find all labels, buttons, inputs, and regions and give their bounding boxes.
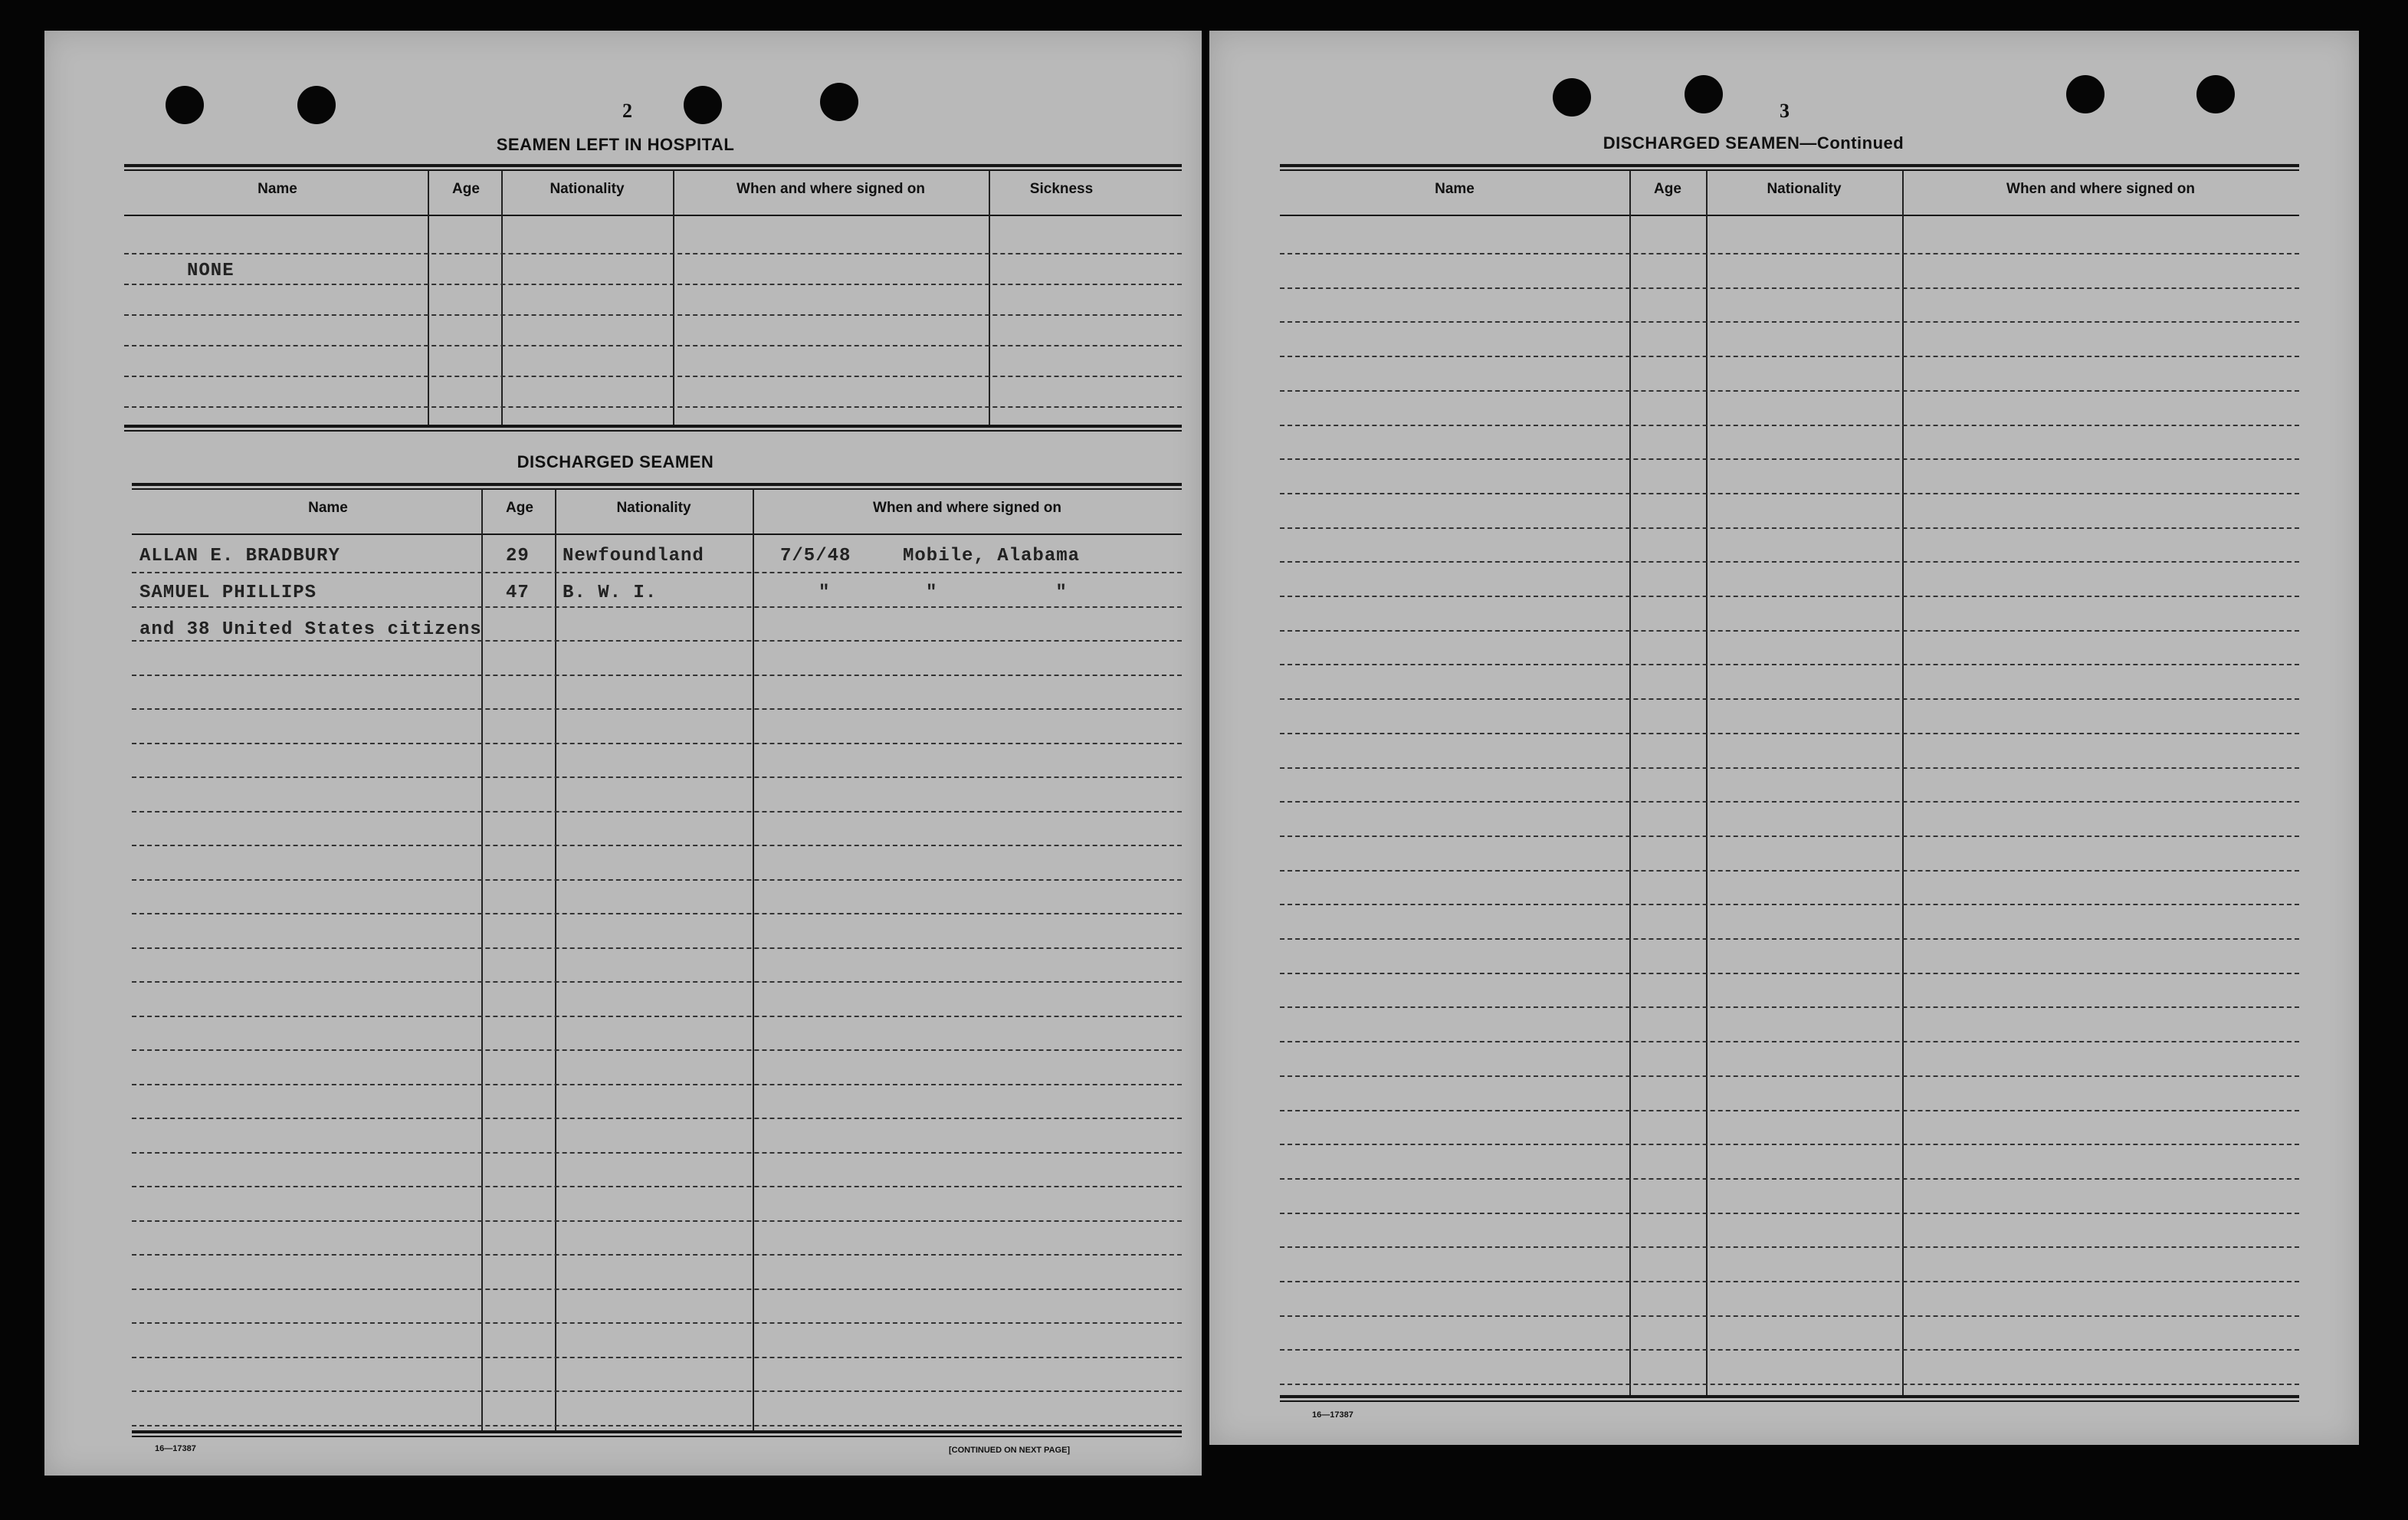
row-line xyxy=(132,640,1182,642)
discharged-section-title: DISCHARGED SEAMEN xyxy=(517,452,714,471)
seaman-name: ALLAN E. BRADBURY xyxy=(139,546,340,566)
row-line xyxy=(132,981,1182,983)
row-line xyxy=(1280,664,2299,665)
col-header-name: Name xyxy=(308,500,348,516)
header-rule xyxy=(1280,215,2299,216)
col-header-signed-on: When and where signed on xyxy=(873,500,1061,516)
row-line xyxy=(132,1322,1182,1324)
row-line xyxy=(132,811,1182,813)
row-line xyxy=(124,314,1182,316)
discharged-continued-title: DISCHARGED SEAMEN—Continued xyxy=(1603,133,1904,153)
row-line xyxy=(1280,1075,2299,1077)
row-line xyxy=(132,1049,1182,1051)
row-line xyxy=(1280,698,2299,700)
row-line xyxy=(132,1084,1182,1085)
row-line xyxy=(132,845,1182,846)
table-top-rule xyxy=(132,488,1182,490)
col-header-age: Age xyxy=(1654,181,1681,197)
row-line xyxy=(1280,458,2299,460)
header-rule xyxy=(132,533,1182,535)
table-bottom-rule xyxy=(1280,1400,2299,1402)
row-line xyxy=(132,947,1182,949)
hospital-entry-none: NONE xyxy=(187,261,235,281)
row-line xyxy=(124,376,1182,377)
row-line xyxy=(1280,1246,2299,1248)
table-top-rule xyxy=(124,169,1182,171)
row-line xyxy=(1280,1281,2299,1282)
row-line xyxy=(1280,561,2299,563)
table-top-rule xyxy=(1280,164,2299,167)
row-line xyxy=(1280,321,2299,323)
column-divider xyxy=(428,170,429,425)
row-line xyxy=(1280,1213,2299,1214)
row-line xyxy=(1280,870,2299,872)
row-line xyxy=(1280,493,2299,494)
row-line xyxy=(1280,973,2299,974)
row-line xyxy=(1280,425,2299,426)
table-bottom-rule xyxy=(132,1436,1182,1437)
row-line xyxy=(132,1152,1182,1154)
punch-hole xyxy=(166,86,204,124)
seaman-nationality: B. W. I. xyxy=(563,583,658,603)
table-bottom-rule xyxy=(124,430,1182,432)
punch-hole xyxy=(2196,75,2235,113)
row-line xyxy=(132,743,1182,744)
table-bottom-rule xyxy=(1280,1395,2299,1398)
header-rule xyxy=(124,215,1182,216)
row-line xyxy=(1280,527,2299,529)
row-line xyxy=(132,606,1182,608)
punch-hole xyxy=(297,86,336,124)
right-page xyxy=(1209,31,2359,1445)
row-line xyxy=(1280,1006,2299,1008)
row-line xyxy=(132,572,1182,573)
seaman-nationality: Newfoundland xyxy=(563,546,704,566)
row-line xyxy=(1280,1384,2299,1385)
page-number: 3 xyxy=(1780,100,1790,122)
column-divider xyxy=(555,489,556,1433)
row-line xyxy=(1280,1178,2299,1180)
row-line xyxy=(132,1289,1182,1290)
row-line xyxy=(1280,390,2299,392)
col-header-nationality: Nationality xyxy=(616,500,691,516)
row-line xyxy=(124,345,1182,346)
hospital-section-title: SEAMEN LEFT IN HOSPITAL xyxy=(496,135,735,154)
left-page xyxy=(44,31,1202,1476)
column-divider xyxy=(1629,170,1631,1398)
row-line xyxy=(1280,1349,2299,1351)
row-line xyxy=(132,1357,1182,1358)
row-line xyxy=(1280,836,2299,837)
column-divider xyxy=(1902,170,1904,1398)
row-line xyxy=(132,675,1182,676)
column-divider xyxy=(989,170,990,425)
row-line xyxy=(132,1254,1182,1256)
signed-on-date: 7/5/48 xyxy=(780,546,851,566)
page-number: 2 xyxy=(622,100,632,122)
signed-on-place: Mobile, Alabama xyxy=(903,546,1081,566)
col-header-signed-on: When and where signed on xyxy=(737,181,925,197)
column-divider xyxy=(673,170,674,425)
row-line xyxy=(1280,801,2299,803)
row-line xyxy=(1280,1144,2299,1145)
col-header-nationality: Nationality xyxy=(1767,181,1842,197)
column-divider xyxy=(753,489,754,1433)
punch-hole xyxy=(684,86,722,124)
col-header-signed-on: When and where signed on xyxy=(2006,181,2195,197)
row-line xyxy=(1280,356,2299,357)
table-top-rule xyxy=(1280,169,2299,171)
col-header-name: Name xyxy=(258,181,297,197)
row-line xyxy=(1280,733,2299,734)
seaman-name: SAMUEL PHILLIPS xyxy=(139,583,317,603)
punch-hole xyxy=(820,83,858,121)
row-line xyxy=(132,776,1182,778)
table-bottom-rule xyxy=(132,1430,1182,1433)
row-line xyxy=(1280,287,2299,289)
col-header-sickness: Sickness xyxy=(1029,181,1094,197)
table-top-rule xyxy=(124,164,1182,167)
row-line xyxy=(1280,1041,2299,1042)
row-line xyxy=(132,913,1182,914)
row-line xyxy=(132,1016,1182,1017)
row-line xyxy=(132,1390,1182,1392)
row-line xyxy=(1280,596,2299,597)
row-line xyxy=(124,253,1182,254)
col-header-nationality: Nationality xyxy=(550,181,625,197)
signed-on-date: " xyxy=(819,583,831,603)
row-line xyxy=(1280,767,2299,769)
signed-on-place: " " xyxy=(926,583,1068,603)
col-header-name: Name xyxy=(1435,181,1475,197)
row-line xyxy=(132,1186,1182,1187)
row-line xyxy=(1280,1110,2299,1111)
row-line xyxy=(124,406,1182,408)
continued-note: [CONTINUED ON NEXT PAGE] xyxy=(949,1446,1071,1455)
row-line xyxy=(132,1425,1182,1426)
col-header-age: Age xyxy=(506,500,533,516)
punch-hole xyxy=(1685,75,1723,113)
punch-hole xyxy=(2066,75,2105,113)
row-line xyxy=(132,879,1182,881)
seaman-age: 29 xyxy=(506,546,530,566)
punch-hole xyxy=(1553,78,1591,117)
row-line xyxy=(1280,1315,2299,1317)
row-line xyxy=(1280,630,2299,632)
row-line xyxy=(1280,253,2299,254)
table-bottom-rule xyxy=(124,425,1182,428)
table-top-rule xyxy=(132,483,1182,486)
row-line xyxy=(124,284,1182,285)
form-number: 16—17387 xyxy=(1312,1410,1353,1420)
row-line xyxy=(132,1220,1182,1222)
column-divider xyxy=(1706,170,1708,1398)
row-line xyxy=(132,1118,1182,1119)
row-line xyxy=(1280,938,2299,940)
col-header-age: Age xyxy=(452,181,480,197)
seaman-name: and 38 United States citizens xyxy=(139,619,482,640)
column-divider xyxy=(501,170,503,425)
seaman-age: 47 xyxy=(506,583,530,603)
row-line xyxy=(1280,904,2299,905)
row-line xyxy=(132,708,1182,710)
form-number: 16—17387 xyxy=(155,1444,196,1453)
